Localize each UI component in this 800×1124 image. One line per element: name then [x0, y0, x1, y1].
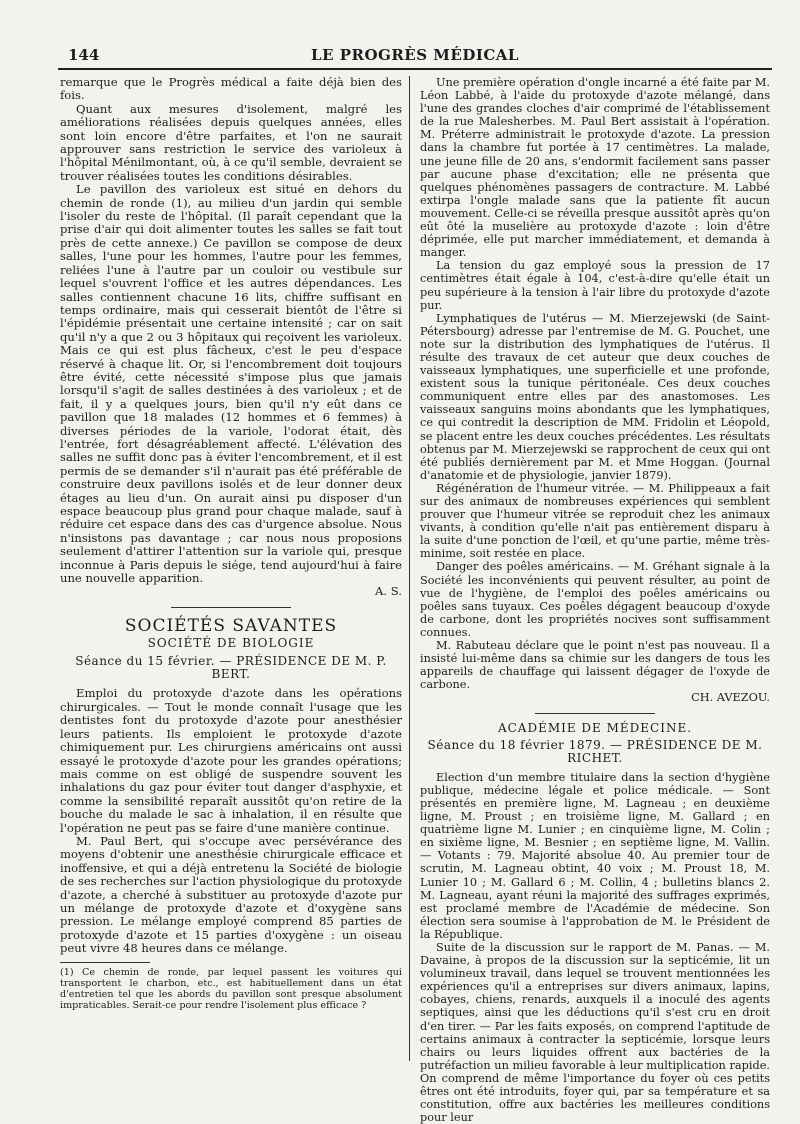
section-separator — [171, 607, 291, 608]
paragraph: Lymphatiques de l'utérus — M. Mierzejewski (de Saint-Pétersbourg) adresse par l'entremise de M. G. Pouchet, une note sur la distribution des lymphatiques de l'utérus. Il résulte des travaux de cet auteur que deux couches de vaisseaux lymphatiques, une superficielle et une profonde, existent sous la tunique péritonéale. Ces deux couches communiquent entre elles par des anastomoses. Les vaisseaux sanguins moins abondants que les lymphatiques, ce qui contredit la description de MM. Fridolin et Léopold, se placent entre les deux couches précédentes. Les résultats obtenus par M. Mierzejewski se rapprochent de ceux qui ont été publiés dernièrement par M. et Mme Hoggan. (Journal d'anatomie et de physiologie, janvier 1879). — [420, 311, 770, 482]
right-column — [420, 76, 770, 1124]
column-divider — [409, 76, 410, 1061]
society-title: SOCIÉTÉ DE BIOLOGIE — [147, 636, 315, 651]
paragraph: La tension du gaz employé sous la pression de 17 centimètres était égale à 104, c'est-à-dire qu'elle était un peu supérieure à la tension à l'air libre du protoxyde d'azote pur. — [420, 259, 770, 312]
footnote-rule — [60, 962, 150, 963]
paragraph: Une première opération d'ongle incarné a été faite par M. Léon Labbé, à l'aide du protoxyde d'azote mélangé, dans l'une des grandes cloches d'air comprimé de l'établissement de la rue Malesherbes. M. Paul Bert assistait à l'opération. M. Préterre administrait le protoxyde d'azote. La pression dans la chambre fut portée à 17 centimètres. La malade, une jeune fille de 20 ans, s'endormit facilement sans passer par aucune phase d'excitation; elle ne présenta que quelques phénomènes passagers de contracture. M. Labbé extirpa l'ongle malade sans que la patiente fît aucun mouvement. Celle-ci se réveilla presque aussitôt après qu'on eût ôté la muselière au protoxyde d'azote : loin d'être déprimée, elle put marcher immédiatement, et demanda à manger. — [420, 76, 770, 260]
section-title: SOCIÉTÉS SAVANTES — [124, 615, 338, 636]
left-column — [60, 76, 402, 1012]
running-title: LE PROGRÈS MÉDICAL — [311, 46, 519, 64]
paragraph: Emploi du protoxyde d'azote dans les opérations chirurgicales. — Tout le monde connaît l'usage que les dentistes font du protoxyde d'azote pour anesthésier leurs patients. Ils emploient le protoxyde d'azote chimiquement pur. Les chirurgiens américains ont aussi essayé le protoxyde d'azote pour les grandes opérations; mais comme on est obligé de suspendre souvent les inhalations du gaz pour éviter tout danger d'asphyxie, et comme la sensibilité reparaît aussitôt qu'on retire de la bouche du malade le sac à inhalation, il en résulte que l'opération ne peut pas se faire d'une manière continue. — [60, 686, 402, 835]
paragraph: Suite de la discussion sur le rapport de M. Panas. — M. Davaine, à propos de la discussion sur la septicémie, lit un volumineux travail, dans lequel se trouvent mentionnées les expériences qu'il a entreprises sur divers animaux, lapins, cobayes, chiens, renards, auxquels il a inoculé des agents septiques, ainsi que les déductions qu'il s'est cru en droit d'en tirer. — Par les faits exposés, on comprend l'aptitude de certains animaux à contracter la septicémie, lorsque leurs chairs ou leurs liquides offrent aux bactéries de la putréfaction un milieu favorable à leur multiplication rapide. On comprend de même l'importance du foyer où ces petits êtres ont été introduits, foyer qui, par sa température et sa constitution, offre aux bactéries les meilleures conditions pour leur — [420, 941, 770, 1124]
paragraph: Régénération de l'humeur vitrée. — M. Philippeaux a fait sur des animaux de nombreuses expériences qui semblent prouver que l'humeur vitrée se reproduit chez les animaux vivants, à condition qu'elle n'ait pas entièrement disparu à la suite d'une ponction de l'œil, et qu'une partie, même très-minime, soit restée en place. — [420, 481, 770, 561]
header-rule — [58, 68, 772, 70]
paragraph: Election d'un membre titulaire dans la section d'hygiène publique, médecine légale et police médicale. — Sont présentés en première ligne, M. Lagneau ; en deuxième ligne, M. Proust ; en troisième ligne, M. Gallard ; en quatrième ligne M. Lunier ; en cinquième ligne, M. Colin ; en sixième ligne, M. Besnier ; en septième ligne, M. Vallin. — Votants : 79. Majorité absolue 40. Au premier tour de scrutin, M. Lagneau obtint, 40 voix ; M. Proust 18, M. Lunier 10 ; M. Gallard 6 ; M. Collin, 4 ; bulletins blancs 2. M. Lagneau, ayant réuni la majorité des suffrages exprimés, est proclamé membre de l'Académie de médecine. Son élection sera soumise à l'approbation de M. le Président de la République. — [420, 770, 770, 941]
paragraph: M. Paul Bert, qui s'occupe avec persévérance des moyens d'obtenir une anesthésie chirurgicale efficace et inoffensive, et qui a déjà entretenu la Société de biologie de ses recherches sur l'action physiologique du protoxyde d'azote, a cherché à substituer au protoxyde d'azote pur un mélange de protoxyde d'azote et d'oxygène sans pression. Le mélange employé comprend 85 parties de protoxyde d'azote et 15 parties d'oxygène : un oiseau peut vivre 48 heures dans ce mélange. — [60, 833, 402, 956]
paragraph: remarque que le Progrès médical a faite déjà bien des fois. — [60, 75, 402, 103]
signature: CH. AVEZOU. — [691, 691, 770, 705]
footnote: (1) Ce chemin de ronde, par lequel passent les voitures qui transportent le charbon, etc., est habituellement dans un état d'entretien tel que les abords du pavillon sont presque absolument impraticables. Serait-ce pour rendre l'isolement plus efficace ? — [60, 966, 402, 1012]
paragraph: Le pavillon des varioleux est situé en dehors du chemin de ronde (1), au milieu d'un jardin qui semble l'isoler du reste de l'hôpital. (Il paraît cependant que la prise d'air qui doit alimenter toutes les salles se fait tout près de cette annexe.) Ce pavillon se compose de deux salles, l'une pour les hommes, l'autre pour les femmes, reliées l'une à l'autre par un couloir ou vestibule sur lequel s'ouvrent l'office et les autres dépendances. Les salles contiennent chacune 16 lits, chiffre suffisant en temps ordinaire, mais qui cesserait bientôt de l'être si l'épidémie présentait une certaine intensité ; car on sait qu'il n'y a que 2 ou 3 hôpitaux qui reçoivent les varioleux. Mais ce qui est plus fâcheux, c'est le peu d'espace réservé à chaque lit. Or, si l'encombrement doit toujours être évité, cette nécessité s'impose plus que jamais lorsqu'il s'agit de salles destinées à des varioleux ; et de fait, il y a quelques jours, bien qu'il n'y eût dans ce pavillon que 18 malades (12 hommes et 6 femmes) à diverses périodes de la variole, l'odorat était, dès l'entrée, fort désagréablement affecté. L'élévation des salles ne suffit donc pas à éviter l'encombrement, et il est permis de se demander s'il n'aurait pas été préférable de construire deux pavillons isolés et de leur donner deux étages au lieu d'un. On aurait ainsi pu disposer d'un espace beaucoup plus grand pour chaque malade, sauf à réduire cet espace dans des cas d'urgence absolue. Nous n'insistons pas davantage ; car nous nous proposions seulement d'attirer l'attention sur la variole qui, presque inconnue à Paris depuis le siége, tend aujourd'hui à faire une nouvelle apparition. — [60, 182, 402, 586]
page-number: 144 — [68, 46, 100, 64]
session-heading: Séance du 15 février. — PRÉSIDENCE DE M. P. BERT. — [75, 653, 387, 682]
section-separator — [535, 713, 655, 714]
signature: A. S. — [375, 584, 402, 599]
academy-title: ACADÉMIE DE MÉDECINE. — [497, 720, 693, 735]
paragraph: M. Rabuteau déclare que le point n'est pas nouveau. Il a insisté lui-même dans sa chimie sur les dangers de tous les appareils de chauffage qui laissent dégager de l'oxyde de carbone. — [420, 639, 770, 692]
paragraph: Danger des poêles américains. — M. Gréhant signale à la Société les inconvénients qui peuvent résulter, au point de vue de l'hygiène, de l'emploi des poêles américains ou poêles sans tuyaux. Ces poêles dégagent beaucoup d'oxyde de carbone, dont les propriétés nocives sont suffisamment connues. — [420, 560, 770, 639]
page-header — [58, 46, 772, 68]
paragraph: Quant aux mesures d'isolement, malgré les améliorations réalisées depuis quelques années, elles sont loin encore d'être parfaites, et l'on ne saurait approuver sans restriction le service des varioleux à l'hôpital Ménilmontant, où, à ce qu'il semble, devraient se trouver réalisées toutes les conditions désirables. — [60, 101, 402, 183]
academy-session: Séance du 18 février 1879. — PRÉSIDENCE DE M. RICHET. — [427, 737, 763, 765]
